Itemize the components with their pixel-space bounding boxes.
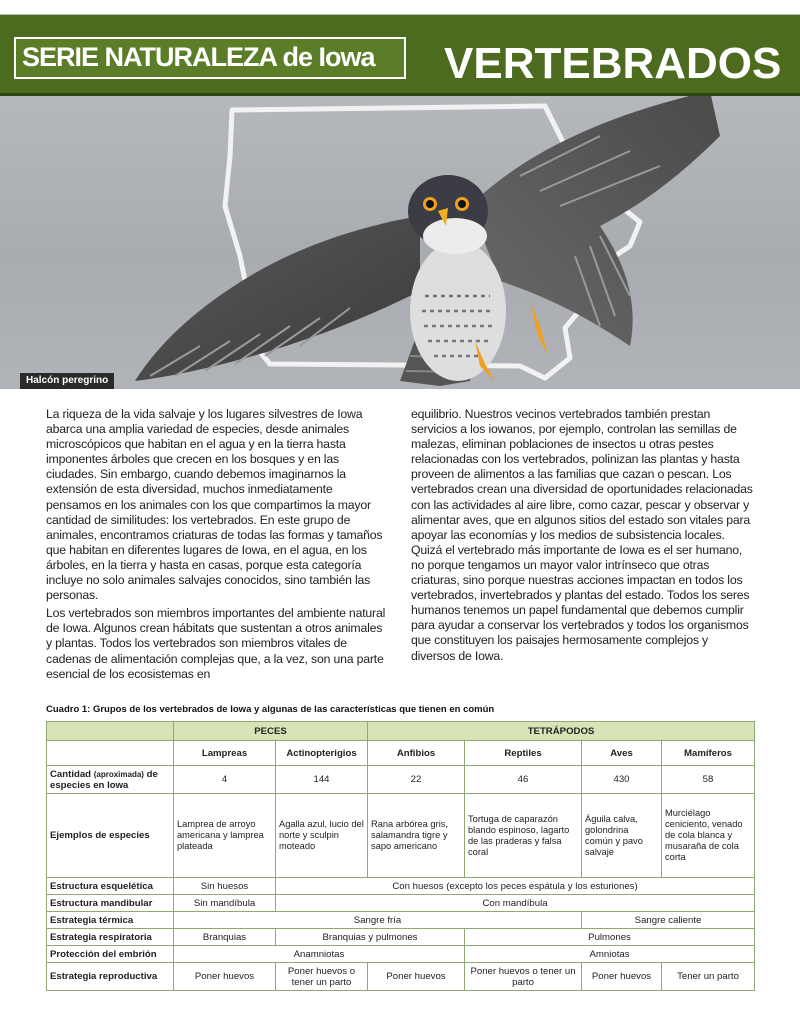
cell: Pulmones (465, 929, 755, 946)
col-header: Mamíferos (662, 741, 755, 766)
cell: Sangre caliente (582, 912, 755, 929)
cell: Poner huevos (368, 963, 465, 991)
cell: Lamprea de arroyo americana y lamprea plateada (174, 794, 276, 878)
cell: Murciélago ceniciento, venado de cola blanca y musaraña de cola corta (662, 794, 755, 878)
cell: 58 (662, 766, 755, 794)
series-title: SERIE NATURALEZA de Iowa (22, 42, 375, 72)
hero-photo (0, 96, 800, 389)
empty-cell (47, 741, 174, 766)
cell: Con mandíbula (276, 895, 755, 912)
body-column-right (411, 407, 755, 667)
table-row (47, 963, 755, 991)
cell: Sin huesos (174, 878, 276, 895)
photo-caption: Halcón peregrino (20, 373, 114, 389)
col-header: Aves (582, 741, 662, 766)
cell: 144 (276, 766, 368, 794)
cell: Sin mandíbula (174, 895, 276, 912)
vertebrate-table (46, 721, 755, 991)
row-header: Estrategia respiratoria (47, 929, 174, 946)
group-tetrapodos: TETRÁPODOS (368, 722, 755, 741)
cell: 430 (582, 766, 662, 794)
row-header: Estrategia térmica (47, 912, 174, 929)
table-row (47, 895, 755, 912)
cell: Sangre fría (174, 912, 582, 929)
cell: Anamniotas (174, 946, 465, 963)
col-header: Lampreas (174, 741, 276, 766)
cell: Águila calva, golondrina común y pavo salvaje (582, 794, 662, 878)
col-header: Actinopterigios (276, 741, 368, 766)
paragraph: equilibrio. Nuestros vecinos vertebrados también prestan servicios a los iowanos, por ejemplo, controlan las semillas de malezas, eliminan poblaciones de insectos u otras pestes relacionadas con los vertebrados, polinizan las plantas y hasta proveen de alimentos a las familias que cazan o pescan. Los vertebrados crean una diversidad de oportunidades relacionadas con las actividades al aire libre, como cazar, pescar y observar y alimentar aves, que en algunos sitios del estado son vitales para apoyar las economías y los medios de subsistencia locales. Quizá el vertebrado más importante de Iowa es el ser humano, no porque tengamos un mayor valor intrínseco que otras criaturas, sino porque nuestras acciones impactan en todos los vertebrados, invertebrados y plantas del estado. Todos los seres humanos tenemos un papel fundamental que debemos cumplir para ayudar a conservar los vertebrados y todos los organismos que constituyen los paisajes hermosamente complejos y diversos de Iowa. (411, 407, 753, 663)
table-row (47, 912, 755, 929)
table-row (47, 766, 755, 794)
row-header: Cantidad (aproximada) de especies en Iowa (47, 766, 174, 794)
cell: Tortuga de caparazón blando espinoso, lagarto de las praderas y falsa coral (465, 794, 582, 878)
cell: 46 (465, 766, 582, 794)
row-header: Estructura esquelética (47, 878, 174, 895)
col-header: Reptiles (465, 741, 582, 766)
cell: 4 (174, 766, 276, 794)
cell: Amniotas (465, 946, 755, 963)
cell: Branquias y pulmones (276, 929, 465, 946)
falcon-illustration (0, 96, 800, 389)
cell: 22 (368, 766, 465, 794)
right-wing (470, 96, 720, 346)
page-header (0, 15, 800, 96)
table-row (47, 946, 755, 963)
empty-cell (47, 722, 174, 741)
series-badge (14, 37, 406, 79)
cell: Poner huevos o tener un parto (276, 963, 368, 991)
cell: Con huesos (excepto los peces espátula y los esturiones) (276, 878, 755, 895)
group-peces: PECES (174, 722, 368, 741)
paragraph: Los vertebrados son miembros importantes del ambiente natural de Iowa. Algunos crean hábitats que sustentan a otros animales y plantas. Todos los vertebrados son miembros vitales de cadenas de alimentación complejas que, a la vez, son una parte esencial de los ecosistemas en (46, 606, 386, 681)
cell: Poner huevos (174, 963, 276, 991)
cell: Agalla azul, lucio del norte y sculpin moteado (276, 794, 368, 878)
top-margin (0, 0, 800, 15)
left-wing (135, 216, 420, 381)
body-column-left (46, 407, 390, 685)
cell: Poner huevos (582, 963, 662, 991)
table-caption: Cuadro 1: Grupos de los vertebrados de Iowa y algunas de las características que tienen en común (46, 704, 495, 715)
cell: Tener un parto (662, 963, 755, 991)
paragraph: La riqueza de la vida salvaje y los lugares silvestres de Iowa abarca una amplia variedad de especies, desde animales microscópicos que habitan en el agua y en la tierra hasta imponentes árboles que crecen en los bosques y en las ciudades. Sin embargo, cuando debemos imaginarnos la extensión de esta diversidad, muchos inmediatamente pensamos en los animales con los que compartimos la mayor cantidad de similitudes: los vertebrados. En este grupo de animales, encontramos criaturas de todas las formas y tamaños que habitan en diferentes lugares de Iowa, en el agua, en los árboles, en la tierra y hasta en casas, porque esta categoría incluye no solo animales salvajes conocidos, sino también las personas. (46, 407, 383, 603)
right-talon (530, 301, 548, 356)
row-header: Ejemplos de especies (47, 794, 174, 878)
row-header: Protección del embrión (47, 946, 174, 963)
table-row (47, 878, 755, 895)
row-header: Estrategia reproductiva (47, 963, 174, 991)
column-header-row (47, 741, 755, 766)
row-header: Estructura mandibular (47, 895, 174, 912)
cell: Branquias (174, 929, 276, 946)
group-header-row (47, 722, 755, 741)
cell: Rana arbórea gris, salamandra tigre y sapo americano (368, 794, 465, 878)
col-header: Anfibios (368, 741, 465, 766)
table-row (47, 929, 755, 946)
page-title: VERTEBRADOS (444, 39, 782, 88)
table-row (47, 794, 755, 878)
cell: Poner huevos o tener un parto (465, 963, 582, 991)
